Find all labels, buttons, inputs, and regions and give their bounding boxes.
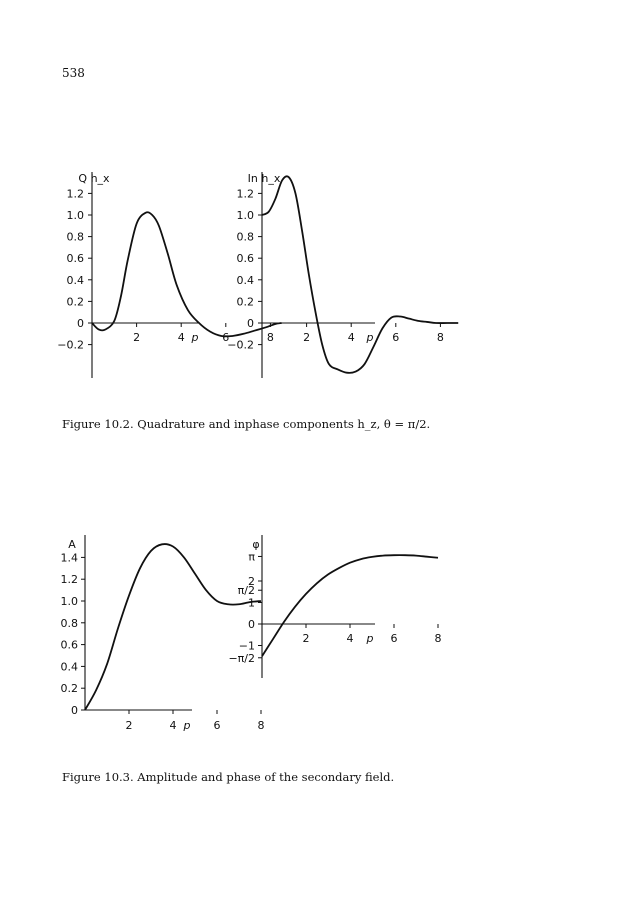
y-tick-label: 2: [248, 575, 255, 588]
x-tick-label: 4: [347, 331, 355, 344]
y-tick-label: 0.8: [60, 616, 78, 630]
x-axis-label: p: [183, 719, 191, 732]
x-tick-label: 8: [434, 632, 442, 645]
amplitude-chart: [61, 535, 265, 732]
x-tick-label: 8: [257, 719, 265, 732]
x-axis-label: p: [366, 632, 374, 645]
x-tick-label: 2: [125, 719, 133, 732]
y-tick-label: 0.4: [60, 660, 78, 674]
x-tick-label: 8: [266, 331, 274, 344]
figure-10-2-caption: Figure 10.2. Quadrature and inphase components h_z, θ = π/2.: [62, 417, 431, 431]
y-tick-label: π: [248, 550, 255, 564]
y-tick-label: 0.6: [66, 252, 84, 266]
x-tick-label: 8: [436, 331, 444, 344]
y-tick-label: 0.4: [236, 273, 254, 287]
x-tick-label: 4: [346, 632, 354, 645]
phase-chart: [228, 535, 441, 678]
figure-10-3-caption: Figure 10.3. Amplitude and phase of the secondary field.: [62, 770, 395, 784]
y-tick-label: 0.6: [236, 252, 254, 266]
x-tick-label: 6: [390, 632, 398, 645]
y-tick-label: 1.0: [236, 209, 254, 222]
y-tick-label: 0.6: [60, 638, 78, 652]
y-axis-label: In h_x: [247, 172, 281, 185]
y-axis-label: Q h_x: [78, 172, 110, 185]
x-tick-label: 2: [302, 632, 310, 645]
x-axis-label: p: [191, 331, 199, 344]
y-tick-label: 0.4: [66, 273, 84, 287]
series-line: [85, 544, 261, 710]
y-tick-label: π/2: [237, 584, 255, 598]
x-tick-label: 2: [303, 331, 311, 344]
y-tick-label: 1.0: [60, 595, 78, 608]
y-axis-label: A: [68, 538, 76, 551]
y-tick-label: 1.0: [66, 209, 84, 222]
y-tick-label: 0: [247, 317, 254, 330]
series-line: [262, 176, 458, 373]
y-tick-label: 0.2: [66, 295, 84, 309]
x-tick-label: 6: [222, 331, 230, 344]
y-tick-label: −1: [238, 639, 255, 653]
inphase-chart: [227, 172, 458, 378]
page-number: 538: [62, 66, 85, 80]
y-tick-label: −π/2: [228, 651, 255, 665]
y-tick-label: 0.8: [66, 230, 84, 244]
x-tick-label: 4: [177, 331, 185, 344]
x-tick-label: 6: [213, 719, 221, 732]
y-axis-label: φ: [252, 538, 260, 551]
y-tick-label: 0: [77, 317, 84, 330]
x-tick-label: 4: [169, 719, 177, 732]
y-tick-label: 1.2: [66, 187, 84, 201]
y-tick-label: 0.2: [236, 295, 254, 309]
y-tick-label: −0.2: [227, 338, 254, 352]
x-tick-label: 2: [133, 331, 141, 344]
x-axis-label: p: [366, 331, 374, 344]
y-tick-label: 1.2: [60, 573, 78, 587]
y-tick-label: 0: [71, 704, 78, 717]
x-tick-label: 6: [392, 331, 400, 344]
y-tick-label: 0.2: [60, 682, 78, 696]
y-tick-label: 1: [248, 596, 255, 610]
y-tick-label: −0.2: [57, 338, 84, 352]
y-tick-label: 1.2: [236, 187, 254, 201]
y-tick-label: 0.8: [236, 230, 254, 244]
y-tick-label: 0: [248, 618, 255, 631]
y-tick-label: 1.4: [60, 551, 78, 565]
